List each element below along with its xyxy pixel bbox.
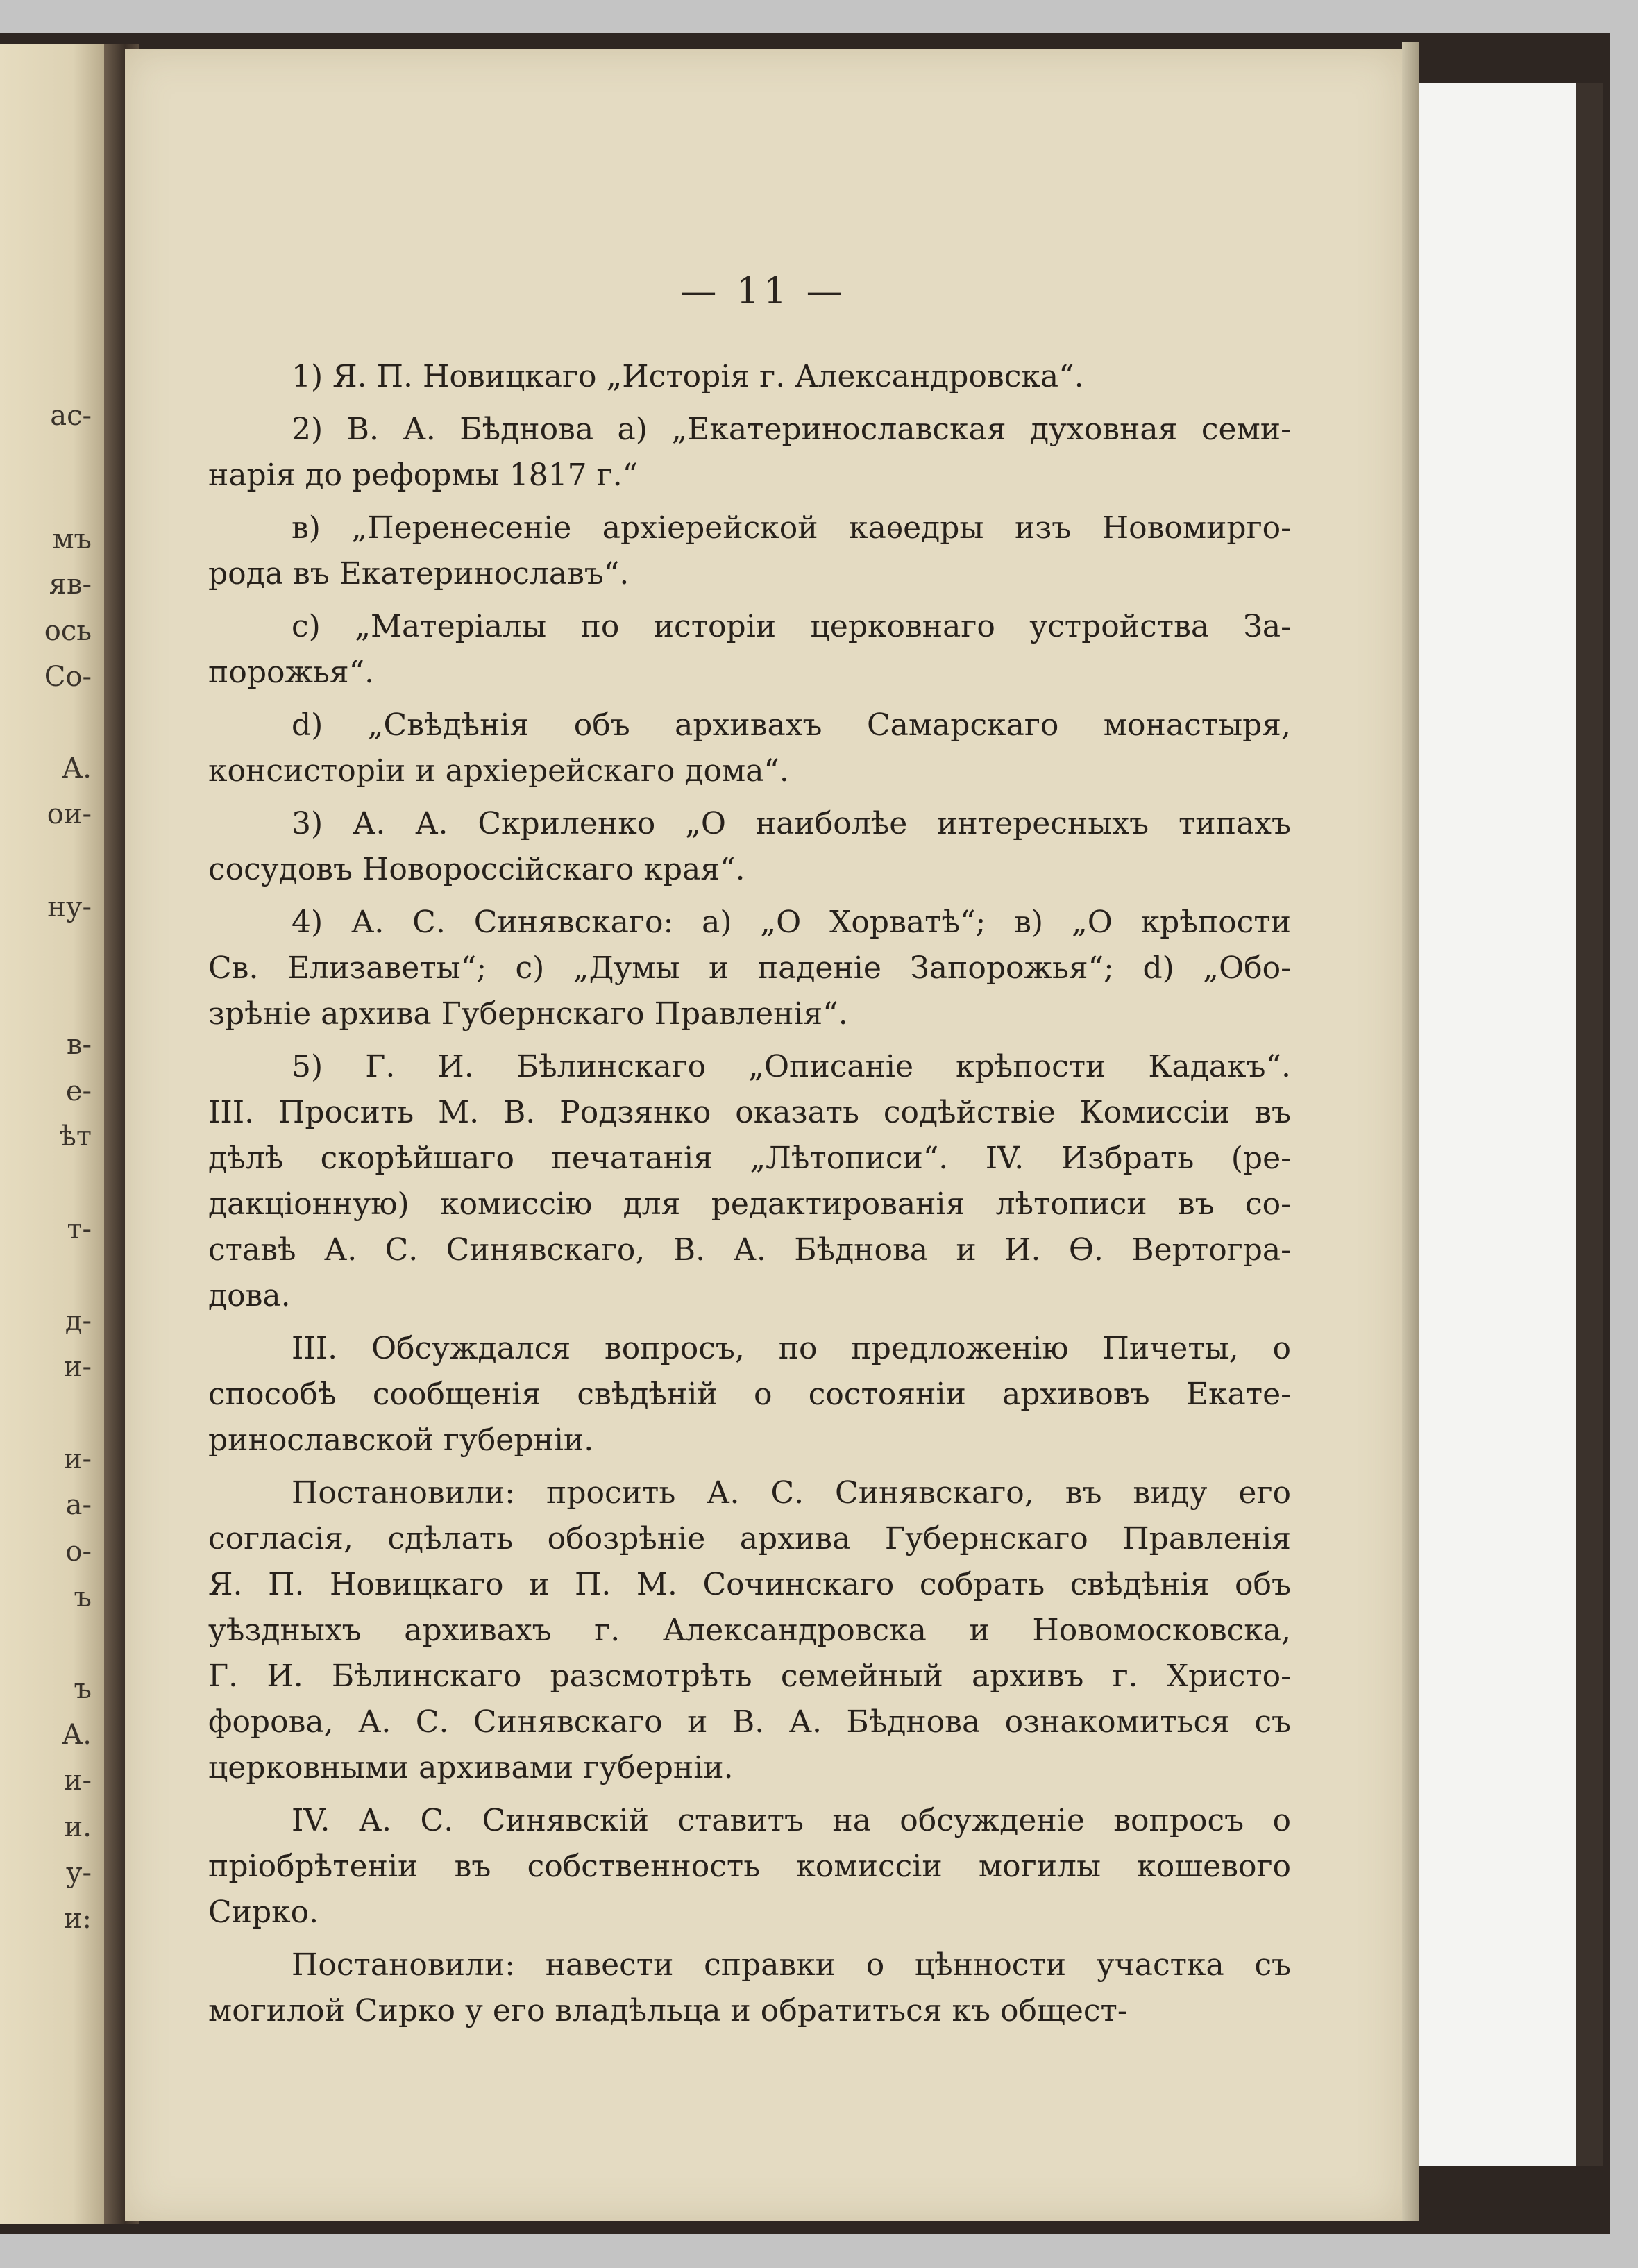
text-line: IV. А. С. Синявскій ставитъ на обсужденіе вопросъ о [292,1803,1291,1838]
left-page-fragment: ъ [74,1581,92,1613]
text-line: пріобрѣтеніи въ собственность комиссіи могилы кошевого [208,1849,1291,1884]
text-line: ринославской губерніи. [208,1422,594,1458]
text-line: сосудовъ Новороссійскаго края“. [208,852,745,887]
text-line: 1) Я. П. Новицкаго „Исторія г. Александровска“. [292,359,1084,394]
paragraph [208,1326,1291,1463]
paragraph [208,505,1291,597]
text-line: Постановили: просить А. С. Синявскаго, въ виду его [292,1475,1291,1511]
paragraph [208,1044,1291,1319]
paragraph [208,1470,1291,1791]
text-line: уѣздныхъ архивахъ г. Александровска и Новомосковска, [208,1613,1291,1648]
text-line: d) „Свѣдѣнія объ архивахъ Самарскаго монастыря, [292,707,1291,743]
text-line: 4) А. С. Синявскаго: а) „О Хорватѣ“; в) „О крѣпости [292,905,1291,940]
paragraph [208,703,1291,794]
left-page-fragment: в- [66,1029,92,1061]
left-page-fragment: ну- [47,891,92,923]
left-page-fragment: А. [61,753,92,784]
left-page-fragment: ѣт [59,1120,92,1152]
text-line: 2) В. А. Бѣднова а) „Екатеринославская духовная семи- [292,412,1291,447]
paragraph [208,1798,1291,1935]
text-line: могилой Сирко у его владѣльца и обратиться къ общест- [208,1993,1128,2028]
left-page-fragment: мъ [52,523,92,555]
next-sheet [1416,83,1576,2166]
text-line: церковными архивами губерніи. [208,1750,734,1786]
text-line: в) „Перенесеніе архіерейской каѳедры изъ Новомирго- [292,510,1291,546]
next-sheet-shadow [1576,83,1603,2166]
page-edge [1402,42,1419,2221]
left-page-fragment: и. [64,1811,92,1843]
page-text [208,354,1291,2034]
left-page-fragment: д- [65,1305,92,1337]
left-page-fragment: ось [44,615,92,647]
text-line: III. Просить М. В. Родзянко оказать содѣйствіе Комиссіи въ [208,1095,1291,1130]
paragraph [208,604,1291,696]
text-line: порожья“. [208,655,375,690]
text-line: согласія, сдѣлать обозрѣніе архива Губернскаго Правленія [208,1521,1291,1556]
left-page-fragment: и- [63,1765,92,1797]
left-page-fragment: Со- [44,661,92,693]
text-line: ставѣ А. С. Синявскаго, В. А. Бѣднова и И. Ѳ. Вертогра- [208,1232,1291,1268]
text-line: форова, А. С. Синявскаго и В. А. Бѣднова ознакомиться съ [208,1704,1291,1740]
text-line: 3) А. А. Скриленко „О наиболѣе интересныхъ типахъ [292,806,1291,841]
text-line: III. Обсуждался вопросъ, по предложенію Пичеты, о [292,1331,1291,1366]
left-page-fragment: о- [65,1536,92,1568]
text-line: Я. П. Новицкаго и П. М. Сочинскаго собрать свѣдѣнія объ [208,1567,1291,1602]
paragraph [208,900,1291,1037]
left-page-fragment: ои- [47,798,92,830]
left-page-fragment: т- [67,1213,92,1245]
left-page-fragment: ъ [74,1673,92,1705]
left-page-fragment: и: [63,1903,92,1935]
text-line: дакціонную) комиссію для редактированія лѣтописи въ со- [208,1186,1291,1222]
text-line: Постановили: навести справки о цѣнности участка съ [292,1947,1291,1983]
text-line: Сирко. [208,1895,319,1930]
left-page-fragment: яв- [49,569,92,600]
left-page-fragment: и- [63,1443,92,1475]
left-page-fragment: А. [61,1719,92,1751]
text-line: дѣлѣ скорѣйшаго печатанія „Лѣтописи“. IV. Избрать (ре- [208,1141,1291,1176]
text-line: 5) Г. И. Бѣлинскаго „Описаніе крѣпости Кадакъ“. [292,1049,1291,1084]
text-line: консисторіи и архіерейскаго дома“. [208,753,789,789]
text-line: Св. Елизаветы“; с) „Думы и паденіе Запорожья“; d) „Обо- [208,950,1291,986]
left-page-fragment: ас- [50,400,92,432]
text-line: рода въ Екатеринославъ“. [208,556,630,591]
paragraph [208,801,1291,893]
left-page-edge [0,44,104,2224]
text-line: способѣ сообщенія свѣдѣній о состояніи архивовъ Екате- [208,1377,1291,1412]
text-line: дова. [208,1278,291,1313]
book-page [125,49,1402,2221]
left-page-fragment: и- [63,1351,92,1383]
paragraph [208,354,1291,400]
left-page-fragment: а- [65,1489,92,1521]
paragraph [208,1942,1291,2034]
text-line: зрѣніе архива Губернскаго Правленія“. [208,996,848,1032]
page-number: — 11 — [680,271,847,312]
paragraph [208,407,1291,498]
text-line: нарія до реформы 1817 г.“ [208,457,639,493]
left-page-fragment: е- [65,1075,92,1107]
text-line: с) „Матеріалы по исторіи церковнаго устройства За- [292,609,1291,644]
text-line: Г. И. Бѣлинскаго разсмотрѣть семейный архивъ г. Христо- [208,1658,1291,1694]
left-page-fragment: у- [65,1857,92,1889]
